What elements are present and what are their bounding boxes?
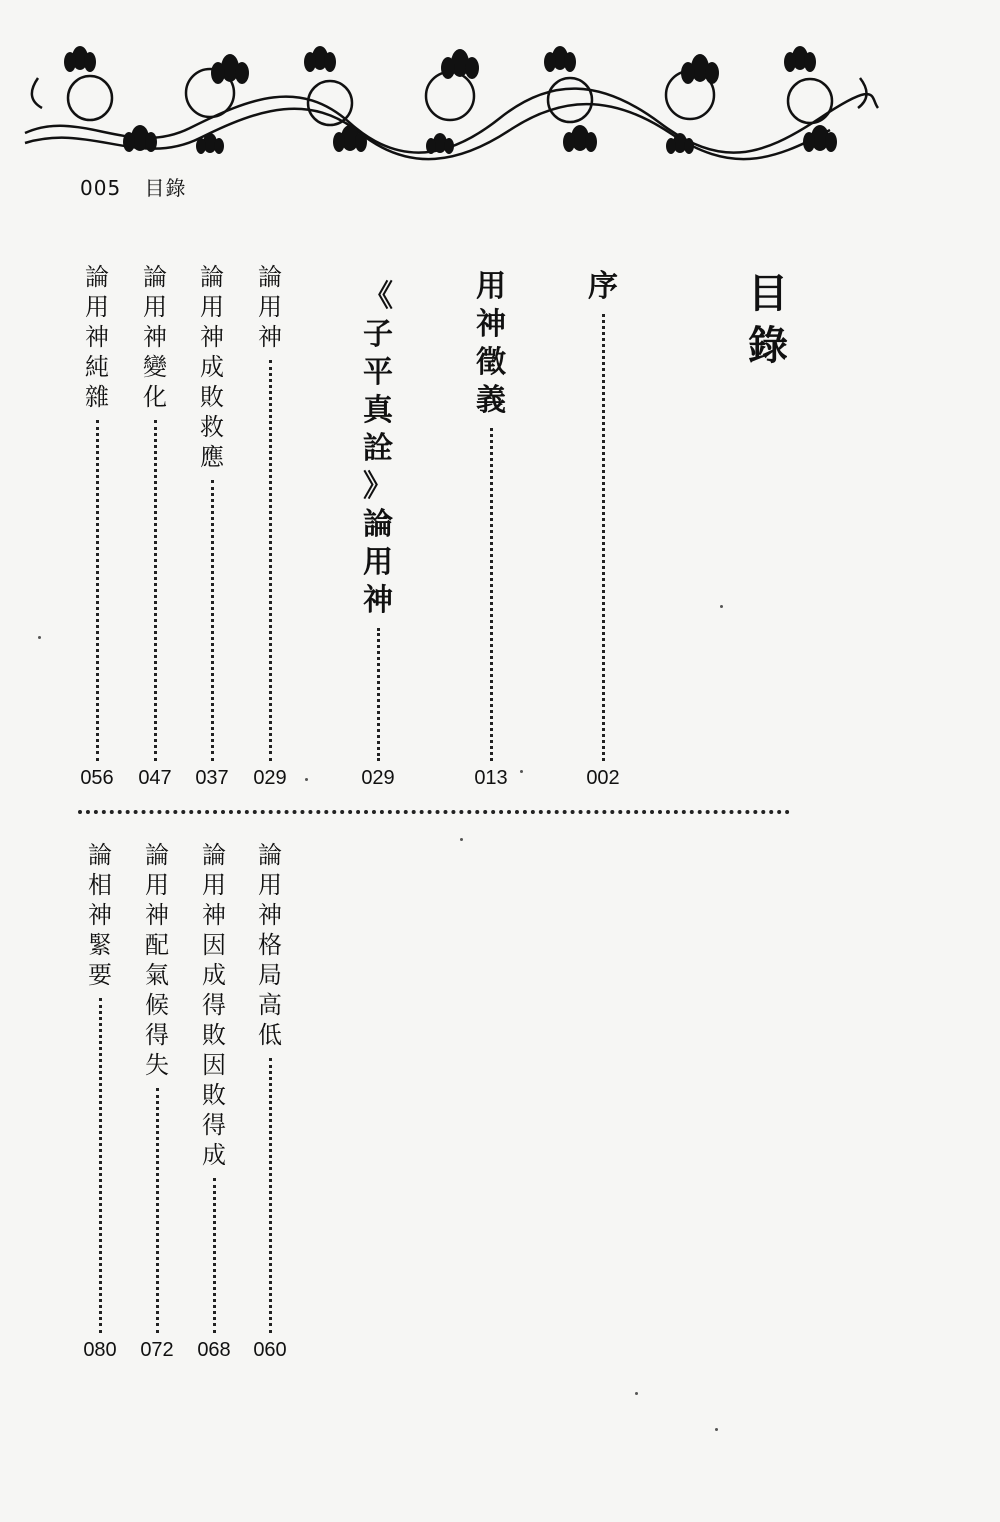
toc-entry-char: 用 xyxy=(145,871,169,899)
toc-entry-page-number: 060 xyxy=(253,1339,287,1361)
toc-entry-page-number: 013 xyxy=(474,767,508,789)
toc-entry-char: 義 xyxy=(476,383,506,418)
header-running-title: 目錄 xyxy=(144,176,187,200)
toc-entry xyxy=(184,840,244,1362)
floral-border-ornament xyxy=(20,38,880,163)
toc-entry-char: 成 xyxy=(200,353,224,381)
toc-entry-page-number: 080 xyxy=(83,1339,117,1361)
toc-entry-char: 緊 xyxy=(88,931,112,959)
toc-entry-char: 要 xyxy=(88,961,112,989)
toc-entry-char: 用 xyxy=(143,293,167,321)
toc-entry-char: 變 xyxy=(143,353,167,381)
toc-entry xyxy=(182,262,242,790)
toc-entry xyxy=(240,262,300,790)
running-header xyxy=(80,172,187,202)
toc-entry-char: 格 xyxy=(258,931,282,959)
toc-entry-char: 論 xyxy=(88,841,112,869)
toc-entry-char: 因 xyxy=(202,1051,226,1079)
toc-entry-char: 子 xyxy=(363,317,393,352)
toc-title-char: 目 xyxy=(748,270,788,317)
toc-entry-page-number: 072 xyxy=(140,1339,174,1361)
dot-leader xyxy=(99,998,102,1333)
section-divider xyxy=(78,810,790,814)
toc-entry-page-number: 029 xyxy=(253,767,287,789)
toc-entry-char: 成 xyxy=(202,961,226,989)
toc-entry-title xyxy=(258,840,282,1050)
toc-entry-char: 神 xyxy=(88,901,112,929)
toc-entry-char: 論 xyxy=(258,841,282,869)
toc-entry-char: 救 xyxy=(200,413,224,441)
toc-entry-char: 詮 xyxy=(363,431,393,466)
toc-entry-char: 論 xyxy=(202,841,226,869)
toc-entry-char: 得 xyxy=(145,1021,169,1049)
toc-title-char: 錄 xyxy=(748,322,788,369)
dot-leader xyxy=(269,1058,272,1333)
toc-entry-title xyxy=(145,840,169,1080)
toc-entry-char: 敗 xyxy=(202,1021,226,1049)
toc-entry xyxy=(240,840,300,1362)
toc-entry-char: 用 xyxy=(258,293,282,321)
toc-entry xyxy=(573,268,633,790)
toc-entry-char: 失 xyxy=(145,1051,169,1079)
toc-entry-char: 論 xyxy=(200,263,224,291)
toc-entry-char: 配 xyxy=(145,931,169,959)
toc-entry xyxy=(125,262,185,790)
toc-entry-char: 純 xyxy=(85,353,109,381)
toc-entry-title xyxy=(476,268,506,420)
toc-entry-title xyxy=(588,268,618,306)
toc-entry-title xyxy=(200,262,224,472)
toc-entry-char: 神 xyxy=(258,901,282,929)
toc-entry xyxy=(67,262,127,790)
dot-leader xyxy=(156,1088,159,1333)
toc-entry-char: 相 xyxy=(88,871,112,899)
toc-entry-char: 低 xyxy=(258,1021,282,1049)
toc-entry-char: 》 xyxy=(363,469,393,504)
toc-entry-char: 雜 xyxy=(85,383,109,411)
toc-entry-char: 神 xyxy=(85,323,109,351)
toc-entry-char: 神 xyxy=(202,901,226,929)
toc-entry-page-number: 047 xyxy=(138,767,172,789)
toc-entry-char: 平 xyxy=(363,355,393,390)
toc-entry-char: 敗 xyxy=(202,1081,226,1109)
toc-entry-char: 神 xyxy=(145,901,169,929)
toc-entry-char: 候 xyxy=(145,991,169,1019)
toc-entry-char: 化 xyxy=(143,383,167,411)
toc-entry-char: 論 xyxy=(258,263,282,291)
toc-entry-char: 論 xyxy=(143,263,167,291)
toc-entry-title xyxy=(202,840,226,1170)
toc-entry-char: 論 xyxy=(145,841,169,869)
toc-entry-char: 論 xyxy=(85,263,109,291)
dot-leader xyxy=(269,360,272,761)
toc-entry-page-number: 002 xyxy=(586,767,620,789)
dot-leader xyxy=(377,628,380,761)
toc-entry-page-number: 056 xyxy=(80,767,114,789)
toc-title xyxy=(738,268,798,372)
toc-entry-char: 應 xyxy=(200,443,224,471)
toc-entry-char: 用 xyxy=(85,293,109,321)
toc-entry-title xyxy=(363,278,393,620)
toc-entry-char: 神 xyxy=(476,307,506,342)
dot-leader xyxy=(213,1178,216,1333)
dot-leader xyxy=(490,428,493,761)
toc-entry-title xyxy=(88,840,112,990)
dot-leader xyxy=(211,480,214,761)
toc-entry-char: 氣 xyxy=(145,961,169,989)
toc-entry-char: 徵 xyxy=(476,345,506,380)
toc-entry xyxy=(348,278,408,790)
toc-entry-char: 神 xyxy=(258,323,282,351)
toc-entry-char: 《 xyxy=(363,279,393,314)
toc-entry-char: 得 xyxy=(202,991,226,1019)
toc-entry-title xyxy=(85,262,109,412)
toc-entry-char: 局 xyxy=(258,961,282,989)
toc-entry-char: 用 xyxy=(363,545,393,580)
toc-entry-char: 因 xyxy=(202,931,226,959)
toc-entry-page-number: 029 xyxy=(361,767,395,789)
toc-entry-page-number: 037 xyxy=(195,767,229,789)
dot-leader xyxy=(154,420,157,761)
toc-entry-char: 用 xyxy=(476,269,506,304)
toc-entry-char: 用 xyxy=(202,871,226,899)
toc-entry xyxy=(461,268,521,790)
toc-entry-char: 序 xyxy=(588,269,618,304)
toc-entry-page-number: 068 xyxy=(197,1339,231,1361)
toc-entry-title xyxy=(143,262,167,412)
dot-leader xyxy=(602,314,605,761)
toc-entry-title xyxy=(258,262,282,352)
header-page-number: 005 xyxy=(80,176,122,200)
dot-leader xyxy=(96,420,99,761)
toc-entry-char: 神 xyxy=(200,323,224,351)
toc-entry-char: 神 xyxy=(143,323,167,351)
toc-entry-char: 真 xyxy=(363,393,393,428)
toc-entry-char: 成 xyxy=(202,1141,226,1169)
toc-entry-char: 論 xyxy=(363,507,393,542)
toc-entry-char: 用 xyxy=(258,871,282,899)
toc-entry-char: 用 xyxy=(200,293,224,321)
toc-entry-char: 神 xyxy=(363,583,393,618)
toc-entry-char: 高 xyxy=(258,991,282,1019)
toc-entry xyxy=(127,840,187,1362)
toc-entry-char: 得 xyxy=(202,1111,226,1139)
toc-entry-char: 敗 xyxy=(200,383,224,411)
toc-entry xyxy=(70,840,130,1362)
